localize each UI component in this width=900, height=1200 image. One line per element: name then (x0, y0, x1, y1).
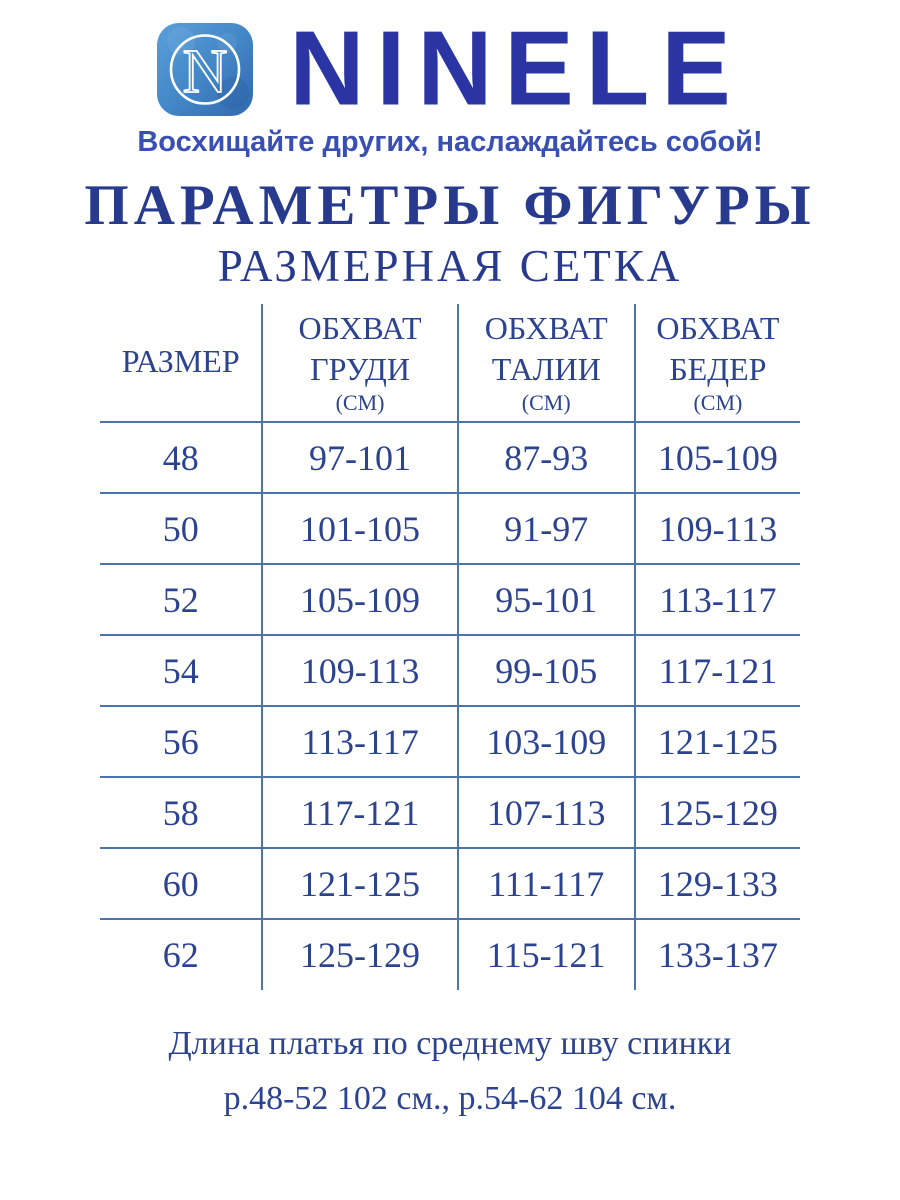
col-header-size-label: РАЗМЕР (121, 343, 240, 380)
col-header-chest (262, 304, 457, 422)
waist-cell: 111-117 (458, 848, 635, 919)
waist-cell: 87-93 (458, 422, 635, 493)
size-cell: 62 (162, 935, 199, 976)
hips-cell: 109-113 (635, 493, 800, 564)
table-row (100, 777, 800, 848)
size-cell: 58 (100, 777, 262, 848)
page-title: ПАРАМЕТРЫ ФИГУРЫ (84, 174, 816, 237)
table-row (100, 635, 800, 706)
chest-cell: 117-121 (262, 777, 457, 848)
col-header-hips (635, 304, 800, 422)
hips-cell: 117-121 (635, 635, 800, 706)
dress-length-note-line2: р.48-52 102 см., р.54-62 104 см. (223, 1080, 677, 1118)
hips-cell: 121-125 (635, 706, 800, 777)
chest-cell: 121-125 (262, 848, 457, 919)
svg-text:N: N (182, 37, 228, 106)
table-row (100, 493, 800, 564)
col-header-hips-label: ОБХВАТ БЕДЕР (656, 310, 780, 387)
hips-cell: 129-133 (635, 848, 800, 919)
waist-cell: 91-97 (458, 493, 635, 564)
size-cell: 52 (100, 564, 262, 635)
dress-length-note (0, 1016, 900, 1126)
size-cell: 60 (100, 848, 262, 919)
table-row (100, 848, 800, 919)
table-row (100, 919, 800, 990)
col-header-chest-unit: (СМ) (335, 389, 385, 415)
waist-cell: 103-109 (458, 706, 635, 777)
waist-cell: 115-121 (458, 919, 635, 990)
table-row (100, 706, 800, 777)
hips-cell: 105-109 (635, 422, 800, 493)
dress-length-note-line1: Длина платья по среднему шву спинки (168, 1025, 732, 1063)
hips-cell: 133-137 (635, 919, 800, 990)
size-cell: 50 (100, 493, 262, 564)
brand-wordmark: NINELE (289, 9, 743, 129)
page-subtitle: РАЗМЕРНАЯ СЕТКА (217, 241, 683, 291)
brand-logo (0, 9, 900, 129)
size-cell: 56 (100, 706, 262, 777)
table-header-row (100, 304, 800, 422)
col-header-waist-label: ОБХВАТ ТАЛИИ (484, 310, 608, 387)
table-row (100, 422, 800, 493)
chest-cell: 105-109 (262, 564, 457, 635)
col-header-chest-label: ОБХВАТ ГРУДИ (298, 310, 422, 387)
table-row (100, 564, 800, 635)
hips-cell: 113-117 (635, 564, 800, 635)
chest-cell: 109-113 (262, 635, 457, 706)
chest-cell: 97-101 (262, 422, 457, 493)
col-header-waist (458, 304, 635, 422)
waist-cell: 107-113 (458, 777, 635, 848)
ninele-monogram-icon (157, 23, 253, 116)
col-header-size (100, 304, 262, 422)
size-table (100, 304, 800, 990)
chest-cell: 101-105 (262, 493, 457, 564)
brand-tagline: Восхищайте других, наслаждайтесь собой! (137, 126, 763, 158)
size-cell: 54 (100, 635, 262, 706)
hips-cell: 125-129 (635, 777, 800, 848)
chest-cell: 125-129 (262, 919, 457, 990)
chest-cell: 113-117 (262, 706, 457, 777)
waist-cell: 99-105 (458, 635, 635, 706)
col-header-hips-unit: (СМ) (693, 389, 743, 415)
size-cell: 48 (100, 422, 262, 493)
col-header-waist-unit: (СМ) (521, 389, 571, 415)
waist-cell: 95-101 (458, 564, 635, 635)
